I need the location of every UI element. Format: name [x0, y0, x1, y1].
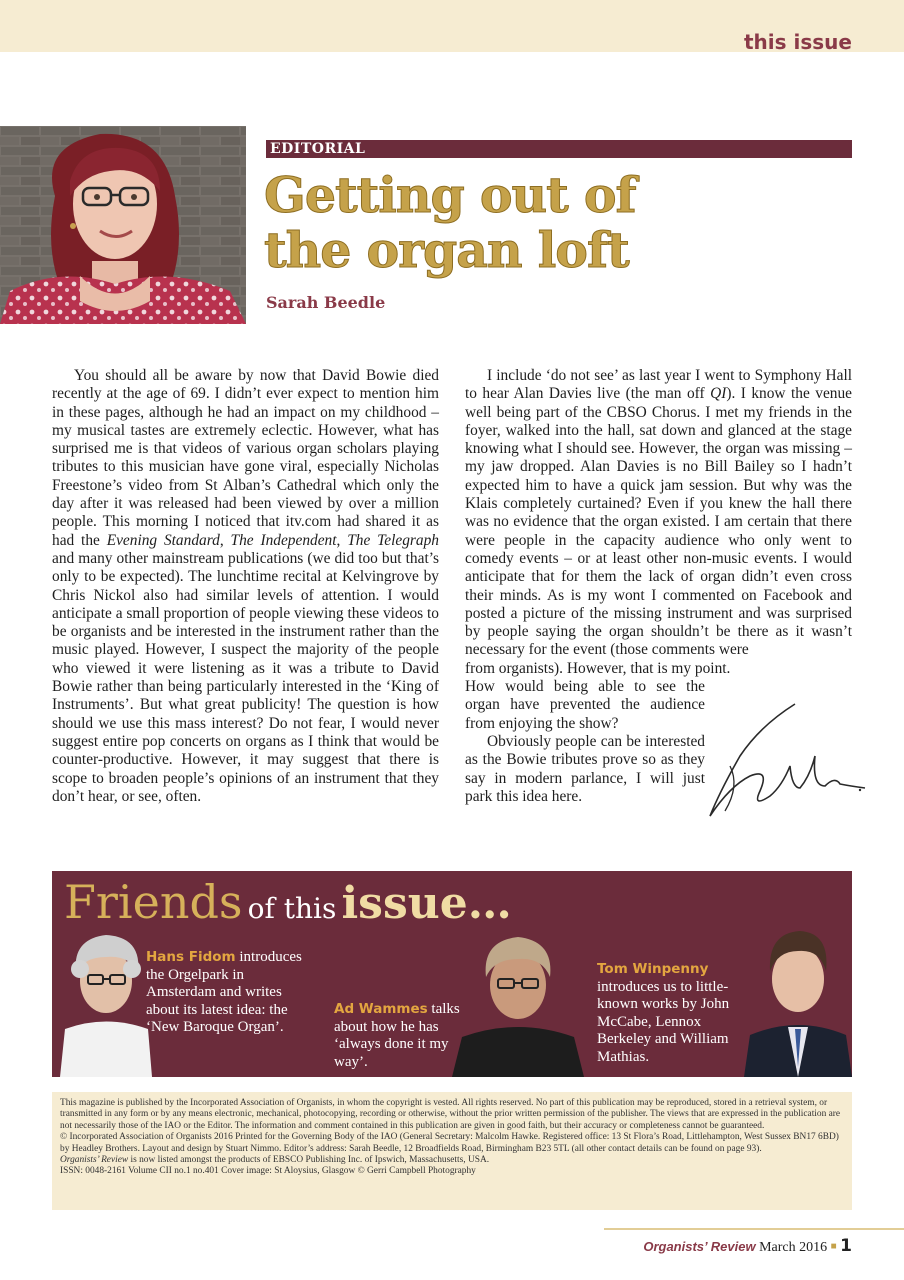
article-column-left: [52, 367, 439, 806]
friend-item-hans-fidom: [146, 949, 314, 1037]
friend-name: Ad Wammes: [334, 1001, 428, 1017]
friend-name: Tom Winpenny: [597, 961, 709, 977]
friends-title: [64, 875, 512, 929]
publication-name: Evening Standard: [106, 531, 220, 549]
imprint-magazine-title: Organists’ Review: [60, 1155, 129, 1166]
friends-title-mid: of this: [247, 892, 337, 925]
friend-description: introduces us to little-known works by John McCabe, Lennox Berkeley and William Mathias.: [597, 978, 730, 1065]
imprint-ebsco: [60, 1155, 844, 1166]
separator: ,: [336, 531, 348, 549]
article-title-line-2: the organ loft: [264, 221, 629, 279]
imprint-copyright: This magazine is published by the Incorporated Association of Organists, in whom the copyright is vested. All rights reserved. No part of this publication may be reproduced, stored in a retrieval system, or transmitted in any form or by any means electronic, mechanical, photocopying, recording or otherwise, without the prior written permission of the publisher. The views that are expressed in the publication are not necessarily those of the IAO or the Editor. The information and comment contained in this publication are given in good faith, but their accuracy or completeness cannot be guaranteed.: [60, 1098, 841, 1131]
publication-imprint: [52, 1092, 852, 1210]
contributor-photo-ad-wammes: [452, 927, 584, 1077]
friends-panel: [52, 871, 852, 1077]
friends-title-bold: issue…: [341, 878, 512, 929]
friend-description: introduces the Orgelpark in Amsterdam and writes about its latest idea: the ‘New Baroque Organ’.: [146, 949, 302, 1035]
section-label: this issue: [744, 30, 852, 54]
footer-rule: [604, 1228, 904, 1230]
article-kicker: EDITORIAL: [266, 140, 852, 158]
article-title: [264, 168, 864, 278]
paragraph-narrow: How would being able to see the organ have prevented the audience from enjoying the show?: [465, 678, 705, 732]
page-footer: [643, 1236, 852, 1256]
article-byline: Sarah Beedle: [266, 293, 386, 312]
contributor-photo-hans-fidom: [60, 929, 152, 1077]
paragraph-text: and many other mainstream publications (we did too but that’s only to be expected). The lunchtime recital at Kelvingrove by Chris Nickol also had similar levels of attention. I would anticipate a small proportion of people viewing these videos to be organists and be interested in the instrument rather than the music played. However, I suspect the majority of the people who viewed it were listening as it was a tribute to David Bowie rather than being particularly interested in the ‘King of Instruments’. But what great publicity! The question is how should we use this mass interest? Do not fear, I would never suggest entire pop concerts on organs as I think that would be counter-productive. However, it may suggest that there is scope to broaden people’s opinions of an instrument that they don’t hear, or see, often.: [52, 549, 439, 805]
footer-separator-icon: ■: [830, 1241, 837, 1252]
imprint-printing: © Incorporated Association of Organists 2016 Printed for the Governing Body of the IAO (General Secretary: Malcolm Hawke. Registered office: 13 St Flora’s Road, Littlehampton, West Sussex BN17 6BD) by Headley Brothers. Layout and design by Stuart Nimmo. Editor’s address: Sarah Beedle, 12 Broadfields Road, Birmingham B23 5TL (all other contact details can be found on page 93).: [60, 1132, 839, 1154]
paragraph-text: I include ‘do not see’ as last year I went to Symphony Hall to hear Alan Davies live (the man off: [465, 367, 852, 403]
paragraph-text: ). I know the venue well being part of the CBSO Chorus. I met my friends in the foyer, walked into the hall, sat down and glanced at the stage knowing what I should see. However, the organ was missing – my jaw dropped. Alan Davies is no Bill Bailey so I hadn’t expected him to have a quick jam session. But why was the Klais completely curtained? Even if you knew the hall there was no evidence that the organ existed. I am certain that there were people in the capacity audience who only went to comedy events – or at least other non-music events. I would anticipate that for them the lack of organ didn’t even cross their minds. As is my wont I commented on Facebook and posted a picture of the missing instrument and was surprised by people saying the organ shouldn’t be there as it wasn’t necessary for the event (those comments were: [465, 385, 852, 659]
separator: ,: [219, 531, 231, 549]
friend-item-tom-winpenny: [597, 961, 757, 1066]
editor-signature: [700, 696, 870, 826]
imprint-ebsco-text: is now listed amongst the products of EBSCO Publishing Inc. of Ipswich, Massachusetts, USA.: [128, 1155, 490, 1166]
footer-date: March 2016: [759, 1240, 828, 1255]
friend-name: Hans Fidom: [146, 949, 236, 965]
paragraph: [465, 367, 852, 660]
friends-title-big: Friends: [64, 875, 243, 929]
author-photo: [0, 126, 246, 324]
publication-name: The Independent: [230, 531, 337, 549]
paragraph-text: You should all be aware by now that David Bowie died recently at the age of 69. I didn’t ever expect to mention him in these pages, although he had an impact on my childhood – my musical tastes are extremely eclectic. However, what has surprised me is that videos of various organ scholars playing tributes to this musician have gone viral, especially Nicholas Freestone’s video from St Alban’s Cathedral which only the day after it was released had been viewed by over a million people. This morning I noticed that itv.com had shared it as had the: [52, 367, 439, 549]
friend-item-ad-wammes: [334, 1001, 466, 1071]
footer-magazine-title: Organists’ Review: [643, 1239, 756, 1254]
article-title-line-1: Getting out of: [264, 166, 636, 224]
imprint-issn: ISSN: 0048-2161 Volume CII no.1 no.401 Cover image: St Aloysius, Glasgow © Gerri Campbell Photography: [60, 1166, 476, 1177]
friend-description: talks about how he has ‘always done it my way’.: [334, 1001, 460, 1070]
paragraph-closing: Obviously people can be interested as the Bowie tributes prove so as they say in modern parlance, I will just park this idea here.: [465, 732, 705, 805]
paragraph-tail: from organists). However, that is my point.: [465, 659, 731, 677]
paragraph: [52, 367, 439, 806]
contributor-photo-tom-winpenny: [744, 917, 852, 1077]
show-name: QI: [710, 385, 727, 403]
publication-name: The Telegraph: [347, 531, 439, 549]
page-number: 1: [840, 1236, 852, 1256]
